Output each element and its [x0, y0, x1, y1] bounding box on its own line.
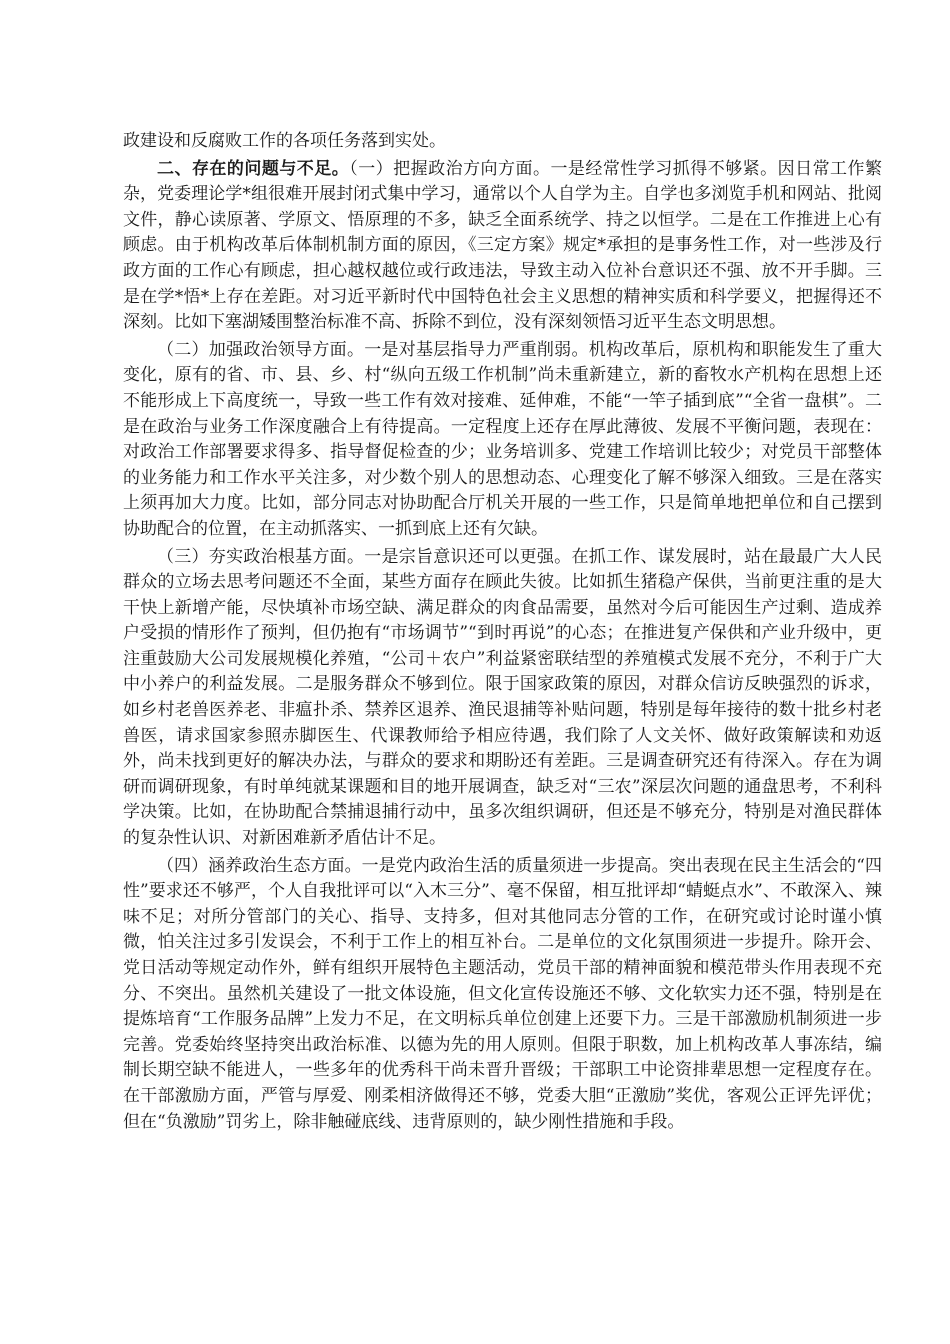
section-2-paragraph-1	[123, 157, 882, 336]
section-2-paragraph-2: （二）加强政治领导方面。一是对基层指导力严重削弱。机构改革后，原机构和职能发生了重大变化，原有的省、市、县、乡、村“纵向五级工作机制”尚未重新建立，新的畜牧水产机构在思想上还不能形成上下高度统一，导致一些工作有效对接难、延伸难，不能“一竿子插到底”“全省一盘棋”。二是在政治与业务工作深度融合上有待提高。一定程度上还存在厚此薄彼、发展不平衡问题，表现在：对政治工作部署要求得多、指导督促检查的少；业务培训多、党建工作培训比较少；对党员干部整体的业务能力和工作水平关注多，对少数个别人的思想动态、心理变化了解不够深入细致。三是在落实上须再加大力度。比如，部分同志对协助配合厅机关开展的一些工作，只是简单地把单位和自己摆到协助配合的位置，在主动抓落实、一抓到底上还有欠缺。	[123, 339, 882, 539]
section-2-paragraph-1-text: （一）把握政治方向方面。一是经常性学习抓得不够紧。因日常工作繁杂，党委理论学*组很难开展封闭式集中学习，通常以个人自学为主。自学也多浏览手机和网站、批阅文件，静心读原著、学原文、悟原理的不多，缺乏全面系统学、持之以恒学。二是在工作推进上心有顾虑。由于机构改革后体制机制方面的原因，《三定方案》规定*承担的是事务性工作，对一些涉及行政方面的工作心有顾虑，担心越权越位或行政违法，导致主动入位补台意识还不强、放不开手脚。三是在学*悟*上存在差距。对习近平新时代中国特色社会主义思想的精神实质和科学要义，把握得还不深刻。比如下塞湖矮围整治标准不高、拆除不到位，没有深刻领悟习近平生态文明思想。	[123, 158, 883, 333]
document-page	[123, 129, 882, 1137]
section-2-heading: 二、存在的问题与不足。	[157, 158, 350, 179]
lead-paragraph	[123, 129, 882, 155]
section-2-paragraph-4: （四）涵养政治生态方面。一是党内政治生活的质量须进一步提高。突出表现在民主生活会的“四性”要求还不够严，个人自我批评可以“入木三分”、毫不保留，相互批评却“蜻蜓点水”、不敢深入、辣味不足；对所分管部门的关心、指导、支持多，但对其他同志分管的工作，在研究或讨论时谨小慎微，怕关注过多引发误会，不利于工作上的相互补台。二是单位的文化氛围须进一步提升。除开会、党日活动等规定动作外，鲜有组织开展特色主题活动，党员干部的精神面貌和模范带头作用表现不充分、不突出。虽然机关建设了一批文体设施，但文化宣传设施还不够、文化软实力还不强，特别是在提炼培育“工作服务品牌”上发力不足，在文明标兵单位创建上还要下力。三是干部激励机制须进一步完善。党委始终坚持突出政治标准、以德为先的用人原则。但限于职数，加上机构改革人事冻结，编制长期空缺不能进人，一些多年的优秀科干尚未晋升晋级；干部职工中论资排辈思想一定程度存在。在干部激励方面，严管与厚爱、刚柔相济做得还不够，党委大胆“正激励”奖优，客观公正评先评优；但在“负激励”罚劣上，除非触碰底线、违背原则的，缺少刚性措施和手段。	[123, 855, 882, 1132]
lead-text: 政建设和反腐败工作的各项任务落到实处。	[123, 131, 446, 151]
section-2-paragraph-3: （三）夯实政治根基方面。一是宗旨意识还可以更强。在抓工作、谋发展时，站在最最广大人民群众的立场去思考问题还不全面，某些方面存在顾此失彼。比如抓生猪稳产保供，当前更注重的是大干快上新增产能，尽快填补市场空缺、满足群众的肉食品需要，虽然对今后可能因生产过剩、造成养户受损的情形作了预判，但仍抱有“市场调节”“到时再说”的心态；在推进复产保供和产业升级中，更注重鼓励大公司发展规模化养殖，“公司＋农户”利益紧密联结型的养殖模式发展不充分，不利于广大中小养户的利益发展。二是服务群众不够到位。限于国家政策的原因，对群众信访反映强烈的诉求，如乡村老兽医养老、非瘟扑杀、禁养区退养、渔民退捕等补贴问题，特别是每年接待的数十批乡村老兽医，请求国家参照赤脚医生、代课教师给予相应待遇，我们除了人文关怀、做好政策解读和劝返外，尚未找到更好的解决办法，与群众的要求和期盼还有差距。三是调查研究还有待深入。存在为调研而调研现象，有时单纯就某课题和目的地开展调查，缺乏对“三农”深层次问题的通盘思考，不利科学决策。比如，在协助配合禁捕退捕行动中，虽多次组织调研，但还是不够充分，特别是对渔民群体的复杂性认识、对新困难新矛盾估计不足。	[123, 546, 882, 849]
